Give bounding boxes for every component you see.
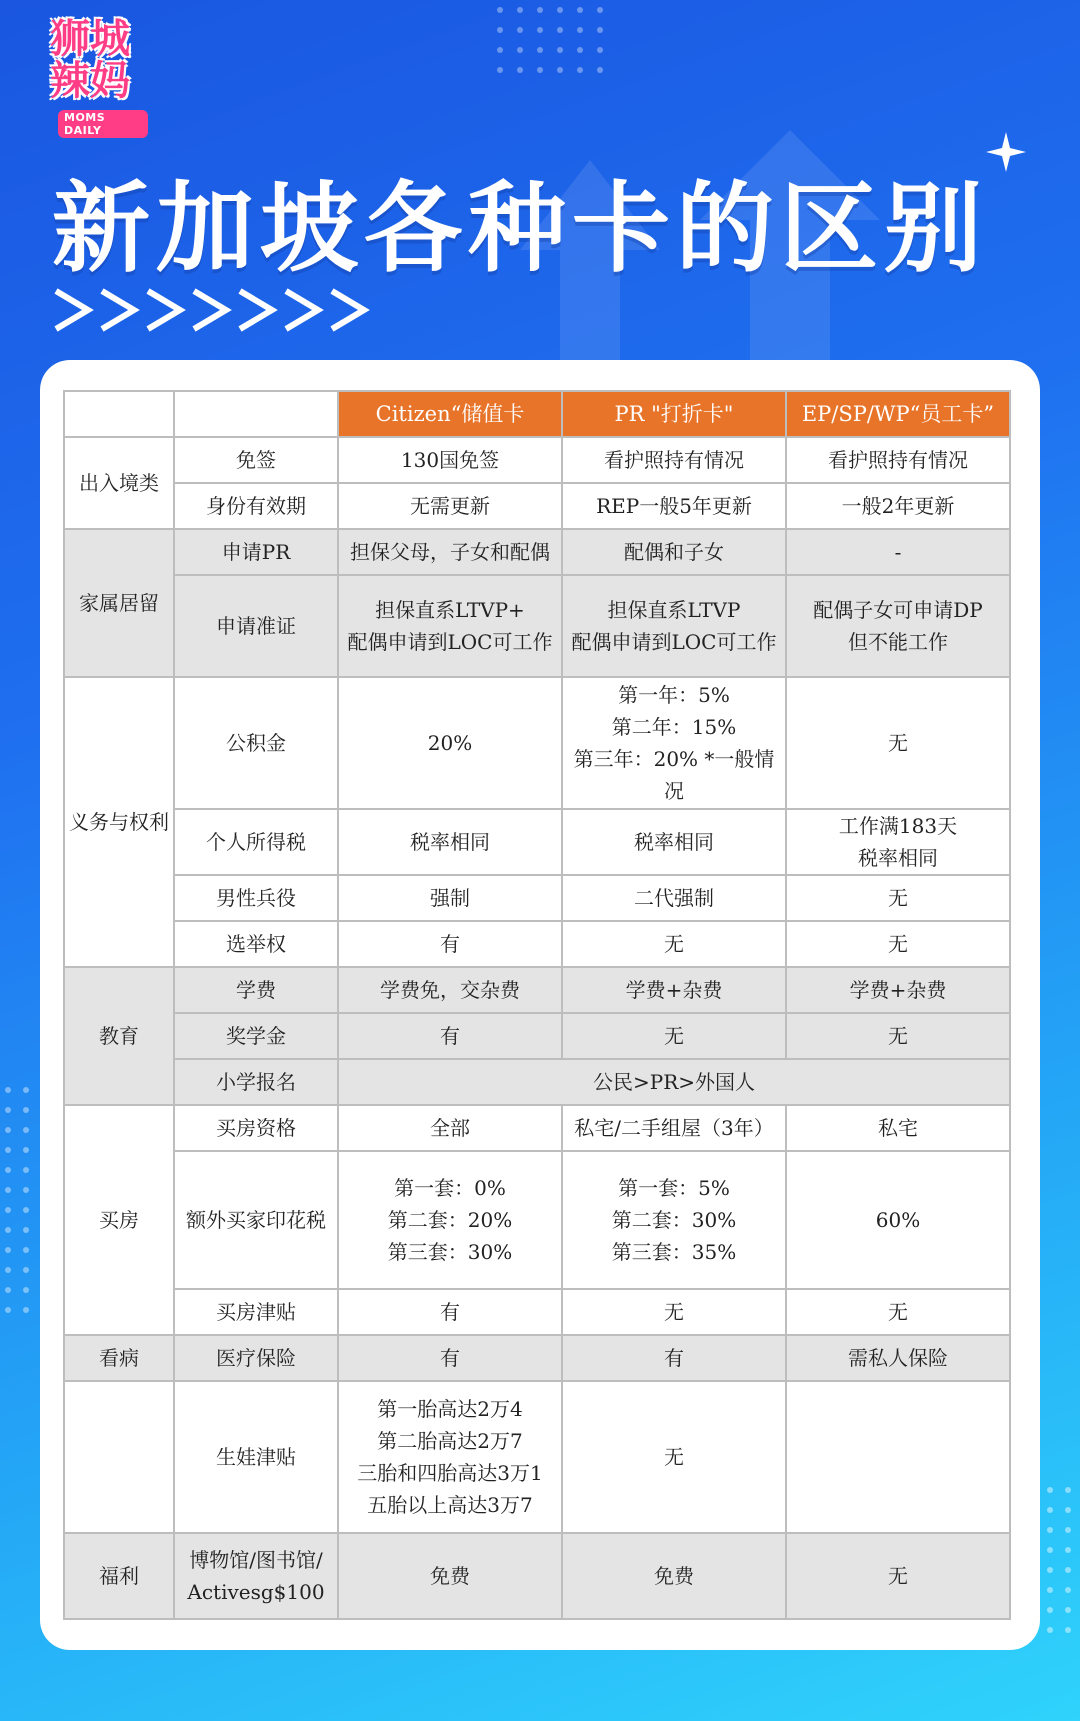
- row-label: 买房资格: [174, 1105, 338, 1151]
- page-title: 新加坡各种卡的区别: [52, 172, 989, 286]
- row-label: 小学报名: [174, 1059, 338, 1105]
- cell-pr: REP一般5年更新: [562, 483, 786, 529]
- cell-citizen: 第一胎高达2万4 第二胎高达2万7 三胎和四胎高达3万1 五胎以上高达3万7: [338, 1381, 562, 1533]
- cell-ep: [786, 1381, 1010, 1533]
- cell-ep: 无: [786, 1013, 1010, 1059]
- cell-ep: 无: [786, 875, 1010, 921]
- table-header-row: [64, 391, 1010, 437]
- brand-line1: 狮城: [50, 16, 130, 62]
- cell-citizen: 税率相同: [338, 809, 562, 875]
- cell-pr: 免费: [562, 1533, 786, 1619]
- cell-ep: 无: [786, 921, 1010, 967]
- cell-pr: 第一套：5% 第二套：30% 第三套：35%: [562, 1151, 786, 1289]
- table-row: [64, 677, 1010, 809]
- table-row: [64, 483, 1010, 529]
- header-citizen: Citizen“储值卡: [338, 391, 562, 437]
- row-label: 身份有效期: [174, 483, 338, 529]
- brand-logo: [48, 16, 148, 137]
- cell-ep: 学费+杂费: [786, 967, 1010, 1013]
- cell-pr: 无: [562, 921, 786, 967]
- header-ep: EP/SP/WP“员工卡”: [786, 391, 1010, 437]
- cell-pr: 无: [562, 1381, 786, 1533]
- cell-ep: 一般2年更新: [786, 483, 1010, 529]
- cell-pr: 无: [562, 1289, 786, 1335]
- dots-pattern-right-icon: [1040, 1480, 1080, 1700]
- cell-ep: 无: [786, 1289, 1010, 1335]
- table-row: [64, 1533, 1010, 1619]
- cell-citizen: 有: [338, 1289, 562, 1335]
- sparkle-icon: [986, 132, 1026, 172]
- cell-pr: 有: [562, 1335, 786, 1381]
- cell-pr: 学费+杂费: [562, 967, 786, 1013]
- cell-citizen: 130国免签: [338, 437, 562, 483]
- cell-citizen: 20%: [338, 677, 562, 809]
- table-row: [64, 1059, 1010, 1105]
- row-label: 选举权: [174, 921, 338, 967]
- cell-ep: 无: [786, 1533, 1010, 1619]
- category-house: 买房: [64, 1105, 174, 1335]
- category-medical: 看病: [64, 1335, 174, 1381]
- cell-citizen: 有: [338, 1013, 562, 1059]
- row-label: 博物馆/图书馆/ Activesg$100: [174, 1533, 338, 1619]
- chevron-right-icon: [52, 285, 392, 335]
- row-label: 医疗保险: [174, 1335, 338, 1381]
- table-row: [64, 1381, 1010, 1533]
- cell-ep: -: [786, 529, 1010, 575]
- row-label: 生娃津贴: [174, 1381, 338, 1533]
- cell-citizen: 担保父母，子女和配偶: [338, 529, 562, 575]
- table-row: [64, 1151, 1010, 1289]
- header-blank-1: [64, 391, 174, 437]
- cell-citizen: 免费: [338, 1533, 562, 1619]
- header-pr: PR "打折卡": [562, 391, 786, 437]
- cell-pr: 第一年：5% 第二年：15% 第三年：20% *一般情况: [562, 677, 786, 809]
- row-label: 免签: [174, 437, 338, 483]
- row-label: 奖学金: [174, 1013, 338, 1059]
- category-family: 家属居留: [64, 529, 174, 677]
- category-welfare: 福利: [64, 1533, 174, 1619]
- cell-pr: 二代强制: [562, 875, 786, 921]
- cell-all: 公民>PR>外国人: [338, 1059, 1010, 1105]
- cell-pr: 无: [562, 1013, 786, 1059]
- row-label: 额外买家印花税: [174, 1151, 338, 1289]
- category-blank: [64, 1381, 174, 1533]
- table-row: [64, 575, 1010, 677]
- cell-citizen: 学费免，交杂费: [338, 967, 562, 1013]
- cell-citizen: 担保直系LTVP+ 配偶申请到LOC可工作: [338, 575, 562, 677]
- cell-citizen: 全部: [338, 1105, 562, 1151]
- brand-line2: 辣妈: [50, 58, 130, 104]
- row-label: 男性兵役: [174, 875, 338, 921]
- row-label: 个人所得税: [174, 809, 338, 875]
- dots-pattern-icon: [490, 0, 790, 90]
- table-row: [64, 437, 1010, 483]
- cell-ep: 工作满183天 税率相同: [786, 809, 1010, 875]
- table-row: [64, 529, 1010, 575]
- cell-citizen: 无需更新: [338, 483, 562, 529]
- category-duty: 义务与权利: [64, 677, 174, 967]
- cell-ep: 60%: [786, 1151, 1010, 1289]
- cell-pr: 担保直系LTVP 配偶申请到LOC可工作: [562, 575, 786, 677]
- cell-ep: 需私人保险: [786, 1335, 1010, 1381]
- comparison-table: [63, 390, 1011, 1620]
- table-row: [64, 1335, 1010, 1381]
- table-row: [64, 921, 1010, 967]
- cell-ep: 看护照持有情况: [786, 437, 1010, 483]
- table-row: [64, 809, 1010, 875]
- cell-citizen: 有: [338, 921, 562, 967]
- dots-pattern-left-icon: [0, 1080, 40, 1580]
- table-row: [64, 967, 1010, 1013]
- row-label: 买房津贴: [174, 1289, 338, 1335]
- row-label: 学费: [174, 967, 338, 1013]
- row-label: 申请准证: [174, 575, 338, 677]
- row-label: 公积金: [174, 677, 338, 809]
- cell-citizen: 有: [338, 1335, 562, 1381]
- category-entry: 出入境类: [64, 437, 174, 529]
- category-edu: 教育: [64, 967, 174, 1105]
- header-blank-2: [174, 391, 338, 437]
- cell-citizen: 强制: [338, 875, 562, 921]
- cell-pr: 配偶和子女: [562, 529, 786, 575]
- table-row: [64, 1013, 1010, 1059]
- cell-ep: 配偶子女可申请DP 但不能工作: [786, 575, 1010, 677]
- cell-pr: 税率相同: [562, 809, 786, 875]
- row-label: 申请PR: [174, 529, 338, 575]
- table-row: [64, 1289, 1010, 1335]
- brand-tag: MOMS DAILY: [58, 110, 148, 138]
- cell-ep: 无: [786, 677, 1010, 809]
- cell-pr: 看护照持有情况: [562, 437, 786, 483]
- cell-ep: 私宅: [786, 1105, 1010, 1151]
- table-row: [64, 1105, 1010, 1151]
- cell-citizen: 第一套：0% 第二套：20% 第三套：30%: [338, 1151, 562, 1289]
- cell-pr: 私宅/二手组屋（3年）: [562, 1105, 786, 1151]
- table-row: [64, 875, 1010, 921]
